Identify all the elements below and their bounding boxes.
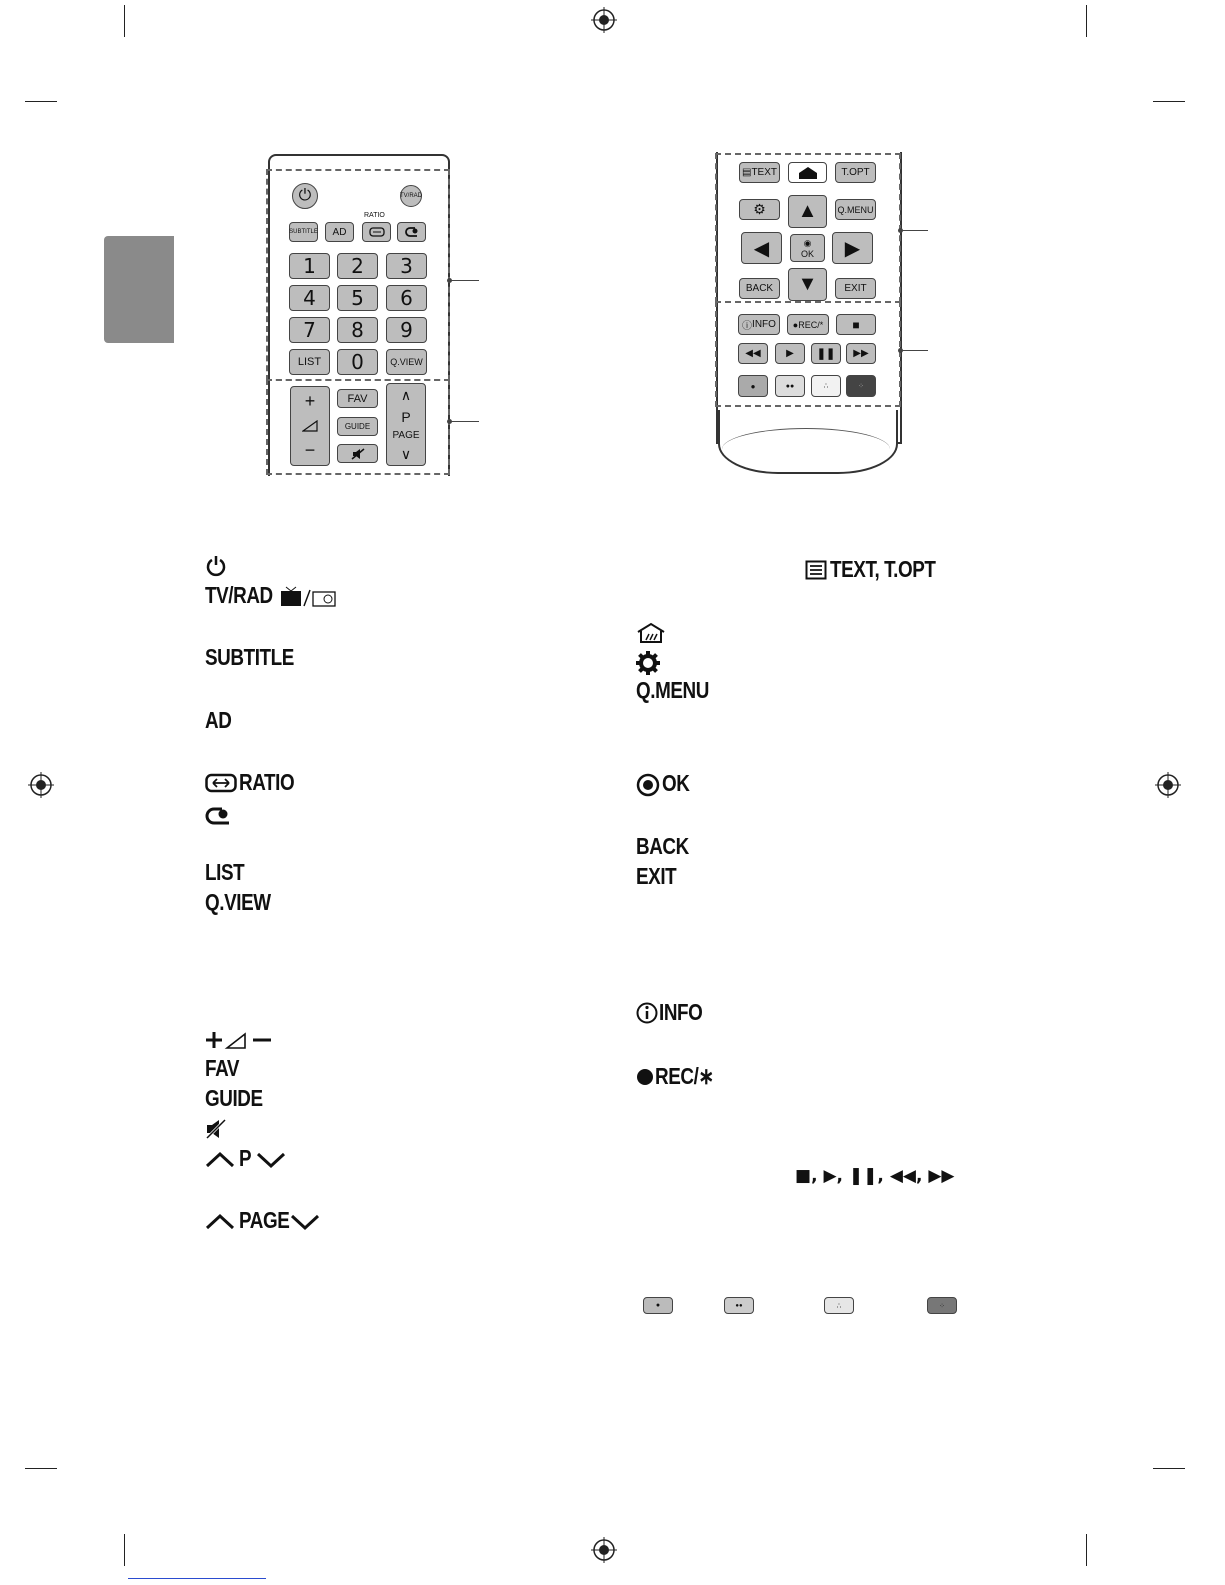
ratio-icon	[369, 227, 385, 237]
home-button[interactable]	[788, 162, 827, 183]
ratio-icon	[205, 773, 237, 793]
play-button[interactable]	[775, 343, 805, 364]
crop-mark	[1153, 101, 1185, 102]
color-button-icon: ⁘	[927, 1297, 957, 1314]
language-tab	[104, 236, 174, 343]
fav-button[interactable]: FAV	[337, 389, 378, 408]
playback-icons: ■, ▶, ❚❚, ◀◀, ▶▶	[795, 1166, 955, 1186]
list-button[interactable]: LIST	[289, 349, 330, 375]
leader-line	[449, 280, 479, 281]
input-icon	[405, 226, 419, 238]
number-key-3[interactable]: 3	[386, 253, 427, 279]
leader-line	[900, 350, 928, 351]
info-icon	[636, 1002, 658, 1024]
label-tvrad: TV/RAD	[205, 582, 273, 608]
chevron-down-icon	[256, 1150, 286, 1170]
label-fav: FAV	[205, 1055, 240, 1081]
label-subtitle: SUBTITLE	[205, 644, 294, 670]
footer-link	[128, 1578, 266, 1579]
volume-icon	[205, 1030, 273, 1052]
ok-icon	[636, 773, 660, 797]
topt-button[interactable]: T.OPT	[835, 162, 876, 183]
color-button-icon: ●●	[785, 382, 795, 390]
fastforward-icon: ▶▶	[853, 348, 869, 359]
chevron-up-icon	[205, 1150, 235, 1170]
info-button[interactable]: ⓘ INFO	[738, 314, 780, 335]
ok-icon: ◉	[803, 237, 812, 248]
ad-button[interactable]: AD	[325, 222, 354, 242]
color-button-green[interactable]	[775, 375, 805, 397]
stop-icon: ■	[852, 317, 860, 332]
guide-button[interactable]: GUIDE	[337, 417, 378, 436]
chevron-down-icon	[290, 1212, 320, 1232]
number-key-7[interactable]: 7	[289, 317, 330, 343]
pause-icon: ❚❚	[848, 1166, 878, 1186]
label-info: INFO	[659, 999, 703, 1025]
color-button-red[interactable]	[738, 375, 768, 397]
mute-icon	[351, 448, 365, 460]
home-icon	[636, 622, 666, 644]
pause-button[interactable]	[811, 343, 841, 364]
crop-mark	[25, 1468, 57, 1469]
settings-icon: ⚙	[753, 201, 766, 217]
registration-mark-icon	[1155, 772, 1181, 798]
label-rec: REC/∗	[655, 1063, 714, 1089]
label-page: PAGE	[239, 1207, 290, 1233]
play-icon: ▶	[823, 1166, 837, 1186]
up-arrow-icon: ▲	[797, 200, 818, 222]
color-button-icon: ∴	[823, 383, 829, 390]
crop-mark	[1086, 5, 1087, 37]
left-arrow-icon: ◀	[753, 237, 770, 260]
qmenu-button[interactable]: Q.MENU	[835, 199, 876, 220]
home-icon	[797, 166, 819, 180]
crop-mark	[1086, 1534, 1087, 1566]
number-key-4[interactable]: 4	[289, 285, 330, 311]
volume-icon	[302, 420, 318, 432]
registration-mark-icon	[591, 7, 617, 33]
crop-mark	[124, 5, 125, 37]
mute-button[interactable]	[337, 444, 378, 463]
power-button[interactable]: ⏻	[292, 183, 318, 209]
volume-rocker[interactable]: + −	[290, 386, 330, 466]
color-button-blue[interactable]	[846, 375, 876, 397]
fastforward-button[interactable]	[846, 343, 876, 364]
right-arrow-button[interactable]	[832, 232, 873, 264]
color-button-icon: ●●	[724, 1297, 754, 1314]
label-list: LIST	[205, 859, 245, 885]
label-ok: OK	[662, 770, 690, 796]
down-arrow-button[interactable]	[788, 268, 827, 301]
crop-mark	[25, 101, 57, 102]
subtitle-button[interactable]: SUBTITLE	[289, 222, 318, 242]
crop-mark	[124, 1534, 125, 1566]
input-button[interactable]	[397, 222, 426, 242]
rewind-icon: ◀◀	[745, 348, 761, 359]
stop-button[interactable]	[836, 314, 876, 335]
chevron-up-icon	[205, 1212, 235, 1232]
label-qview: Q.VIEW	[205, 889, 271, 915]
text-button[interactable]: ▤ TEXT	[739, 162, 780, 183]
rec-button[interactable]: ● REC/*	[787, 314, 829, 335]
label-qmenu: Q.MENU	[636, 677, 709, 703]
rec-icon: ●	[792, 319, 799, 330]
color-button-icon: ●	[643, 1297, 673, 1314]
color-button-icon: ∴	[824, 1297, 854, 1314]
rewind-button[interactable]	[738, 343, 768, 364]
settings-button[interactable]	[739, 199, 780, 220]
number-key-0[interactable]: 0	[337, 349, 378, 375]
qview-button[interactable]: Q.VIEW	[386, 349, 427, 375]
label-ad: AD	[205, 707, 232, 733]
number-key-2[interactable]: 2	[337, 253, 378, 279]
registration-mark-icon	[28, 772, 54, 798]
rewind-icon: ◀◀	[889, 1166, 916, 1186]
label-p: P	[239, 1145, 252, 1171]
stop-icon: ■	[795, 1166, 812, 1186]
up-arrow-button[interactable]	[788, 195, 827, 228]
teletext-icon	[805, 560, 827, 580]
settings-icon	[636, 651, 660, 675]
pause-icon: ❚❚	[816, 348, 836, 360]
color-button-icon: ⁘	[858, 383, 864, 390]
leader-line	[449, 421, 479, 422]
label-text-topt: TEXT, T.OPT	[830, 556, 936, 582]
back-button[interactable]: BACK	[739, 278, 780, 299]
left-arrow-button[interactable]	[741, 232, 782, 264]
label-ratio: RATIO	[239, 769, 295, 795]
exit-button[interactable]: EXIT	[835, 278, 876, 299]
leader-line	[900, 230, 928, 231]
down-arrow-icon: ▼	[797, 273, 818, 295]
ok-button[interactable]: ◉ OK	[790, 234, 825, 262]
mute-icon	[205, 1118, 227, 1140]
rec-icon	[636, 1068, 654, 1086]
input-icon	[205, 806, 231, 826]
right-arrow-icon: ▶	[844, 237, 861, 260]
play-icon: ▶	[786, 348, 794, 359]
ratio-caption: RATIO	[364, 212, 385, 219]
power-icon	[205, 555, 227, 577]
tv-icon	[280, 586, 338, 608]
label-guide: GUIDE	[205, 1085, 263, 1111]
number-key-9[interactable]: 9	[386, 317, 427, 343]
tvrad-button[interactable]: TV/RAD	[400, 185, 422, 207]
number-key-1[interactable]: 1	[289, 253, 330, 279]
number-key-5[interactable]: 5	[337, 285, 378, 311]
registration-mark-icon	[591, 1537, 617, 1563]
number-key-6[interactable]: 6	[386, 285, 427, 311]
crop-mark	[1153, 1468, 1185, 1469]
info-icon: ⓘ	[742, 321, 753, 332]
ratio-button[interactable]	[362, 222, 391, 242]
number-key-8[interactable]: 8	[337, 317, 378, 343]
label-back: BACK	[636, 833, 689, 859]
fastforward-icon: ▶▶	[928, 1166, 955, 1186]
page-rocker[interactable]: ∧ P PAGE ∨	[386, 383, 426, 466]
label-exit: EXIT	[636, 863, 677, 889]
color-button-yellow[interactable]	[811, 375, 841, 397]
color-button-icon: ●	[750, 381, 756, 391]
